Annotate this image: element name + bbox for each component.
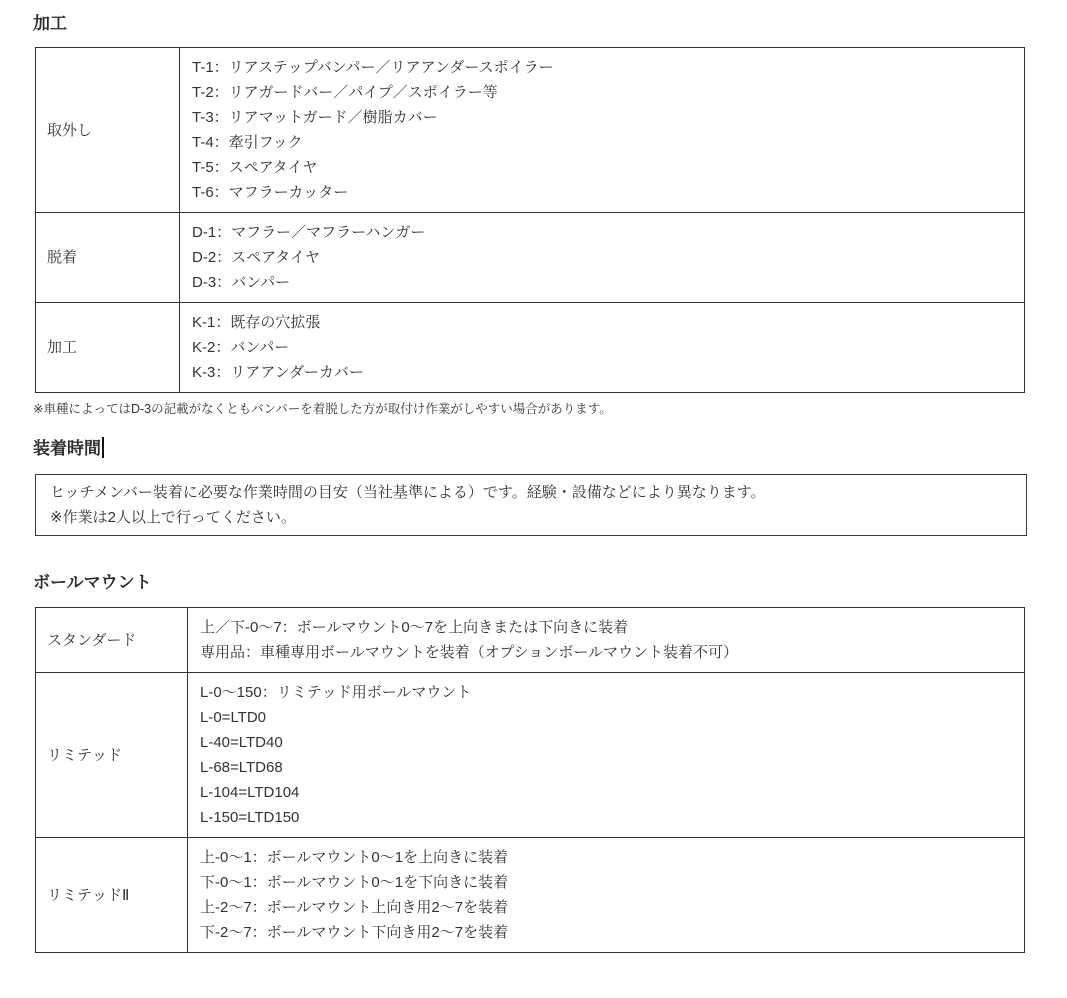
row-content-standard <box>188 608 1025 673</box>
content-line: L-0～150：リミテッド用ボールマウント <box>200 684 472 701</box>
row-label-kakou <box>36 303 180 393</box>
note-line: ヒッチメンバー装着に必要な作業時間の目安（当社基準による）です。経験・設備などにより異なります。 <box>50 484 766 501</box>
row-content-limited <box>188 673 1025 838</box>
content-line: D-2：スペアタイヤ <box>192 249 320 266</box>
content-line: 専用品：車種専用ボールマウントを装着（オプションボールマウント装着不可） <box>200 644 739 661</box>
content-line: L-40=LTD40 <box>200 734 283 751</box>
row-label-text: リミテッド <box>47 746 123 764</box>
row-label-text: スタンダード <box>47 631 137 649</box>
content-line: L-0=LTD0 <box>200 709 267 726</box>
content-line: L-104=LTD104 <box>200 784 300 801</box>
content-line: D-1：マフラー／マフラーハンガー <box>192 224 426 241</box>
content-line: T-3：リアマットガード／樹脂カバー <box>192 109 438 126</box>
content-line: K-2：バンパー <box>192 339 290 356</box>
table-row <box>36 673 1025 838</box>
kakou-table <box>35 47 1025 393</box>
content-line: K-3：リアアンダーカバー <box>192 364 364 381</box>
content-line: T-6：マフラーカッター <box>192 184 349 201</box>
content-line: L-68=LTD68 <box>200 759 283 776</box>
table-row <box>36 213 1025 303</box>
row-content-torihazushi <box>180 48 1025 213</box>
souchaku-heading <box>33 437 1067 461</box>
row-label-limited2 <box>36 838 188 953</box>
content-line: 上-2～7：ボールマウント上向き用2～7を装着 <box>200 899 509 916</box>
row-label-datchaku <box>36 213 180 303</box>
row-content-limited2 <box>188 838 1025 953</box>
row-label-text: 加工 <box>47 339 78 356</box>
row-content-datchaku <box>180 213 1025 303</box>
content-line: T-5：スペアタイヤ <box>192 159 318 176</box>
content-line: 下-2～7：ボールマウント下向き用2～7を装着 <box>200 924 509 941</box>
content-line: 下-0～1：ボールマウント0～1を下向きに装着 <box>200 874 509 891</box>
content-line: T-4：牽引フック <box>192 134 303 151</box>
row-label-limited <box>36 673 188 838</box>
table-row <box>36 303 1025 393</box>
table-row <box>36 838 1025 953</box>
content-line: 上-0～1：ボールマウント0～1を上向きに装着 <box>200 849 509 866</box>
souchaku-note-box <box>35 474 1027 536</box>
ballmount-table <box>35 607 1025 953</box>
table-row <box>36 608 1025 673</box>
row-label-standard <box>36 608 188 673</box>
row-label-text: 脱着 <box>47 249 78 266</box>
content-line: 上／下-0～7：ボールマウント0～7を上向きまたは下向きに装着 <box>200 619 629 636</box>
note-line: ※作業は2人以上で行ってください。 <box>50 509 296 526</box>
content-line: D-3：バンパー <box>192 274 291 291</box>
text-caret <box>102 437 104 458</box>
table-row <box>36 48 1025 213</box>
row-label-text: リミテッドⅡ <box>47 886 130 904</box>
souchaku-heading-text: 装着時間 <box>33 439 101 458</box>
kakou-heading: 加工 <box>33 14 67 33</box>
content-line: T-2：リアガードバー／パイプ／スポイラー等 <box>192 84 498 101</box>
row-label-text: 取外し <box>47 121 93 139</box>
row-label-torihazushi <box>36 48 180 213</box>
content-line: K-1：既存の穴拡張 <box>192 314 321 331</box>
kakou-footnote: ※車種によってはD-3の記載がなくともバンパーを着脱した方が取付け作業がしやすい場合があります。 <box>33 402 612 416</box>
row-content-kakou <box>180 303 1025 393</box>
ballmount-heading: ボールマウント <box>33 573 152 592</box>
content-line: T-1：リアステップバンパー／リアアンダースポイラー <box>192 59 554 76</box>
content-line: L-150=LTD150 <box>200 809 300 826</box>
